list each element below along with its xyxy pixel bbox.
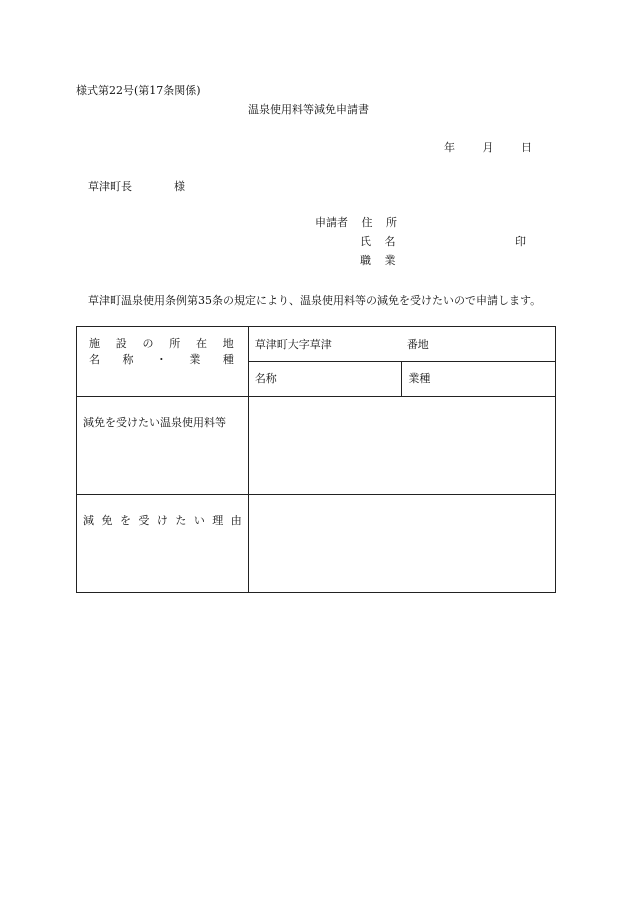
reason-label: 減 免 を 受 け た い 理 由 xyxy=(83,514,242,527)
addressee-line xyxy=(88,180,185,194)
facility-type-cell[interactable] xyxy=(402,362,556,397)
facility-name-cell[interactable] xyxy=(248,362,402,397)
facility-name-type-label: 名 称 ・ 業 種 xyxy=(89,353,234,366)
reduce-fee-value-cell[interactable] xyxy=(248,397,555,495)
reason-label-cell xyxy=(77,495,249,593)
addressee-name: 草津町長 xyxy=(88,180,132,193)
facility-address-cell[interactable] xyxy=(248,327,555,362)
reduce-fee-label: 減免を受けたい温泉使用料等 xyxy=(83,416,226,429)
applicant-occupation-row xyxy=(360,254,396,272)
name-label-1: 氏 xyxy=(360,235,371,248)
applicant-block xyxy=(315,216,530,270)
addressee-honorific: 様 xyxy=(174,180,185,193)
facility-type-label: 業種 xyxy=(408,372,431,385)
occupation-label-2: 業 xyxy=(384,254,396,267)
application-statement: 草津町温泉使用条例第35条の規定により、温泉使用料等の減免を受けたいので申請します。 xyxy=(88,294,542,307)
application-form-table xyxy=(76,326,556,593)
document-title: 温泉使用料等減免申請書 xyxy=(248,103,369,116)
occupation-label-1: 職 xyxy=(360,254,371,267)
address-suffix: 番地 xyxy=(406,338,429,351)
facility-location-label: 施 設 の 所 在 地 xyxy=(89,337,234,350)
form-number-label: 様式第22号(第17条関係) xyxy=(76,84,201,97)
date-year: 年 xyxy=(444,141,455,154)
date-line xyxy=(444,141,532,155)
date-month: 月 xyxy=(482,141,494,154)
reason-value-cell[interactable] xyxy=(248,495,555,593)
seal-mark: 印 xyxy=(515,235,526,248)
date-day: 日 xyxy=(521,141,532,154)
address-prefix: 草津町大字草津 xyxy=(254,338,332,351)
name-label-2: 名 xyxy=(384,235,396,248)
reduce-fee-label-cell xyxy=(77,397,249,495)
address-label-2: 所 xyxy=(386,216,397,229)
applicant-name-row xyxy=(360,235,530,253)
facility-label-cell xyxy=(77,327,249,397)
address-label-1: 住 xyxy=(361,216,373,229)
applicant-heading: 申請者 xyxy=(315,216,348,229)
applicant-address-row xyxy=(315,216,397,234)
facility-name-label: 名称 xyxy=(254,372,277,385)
